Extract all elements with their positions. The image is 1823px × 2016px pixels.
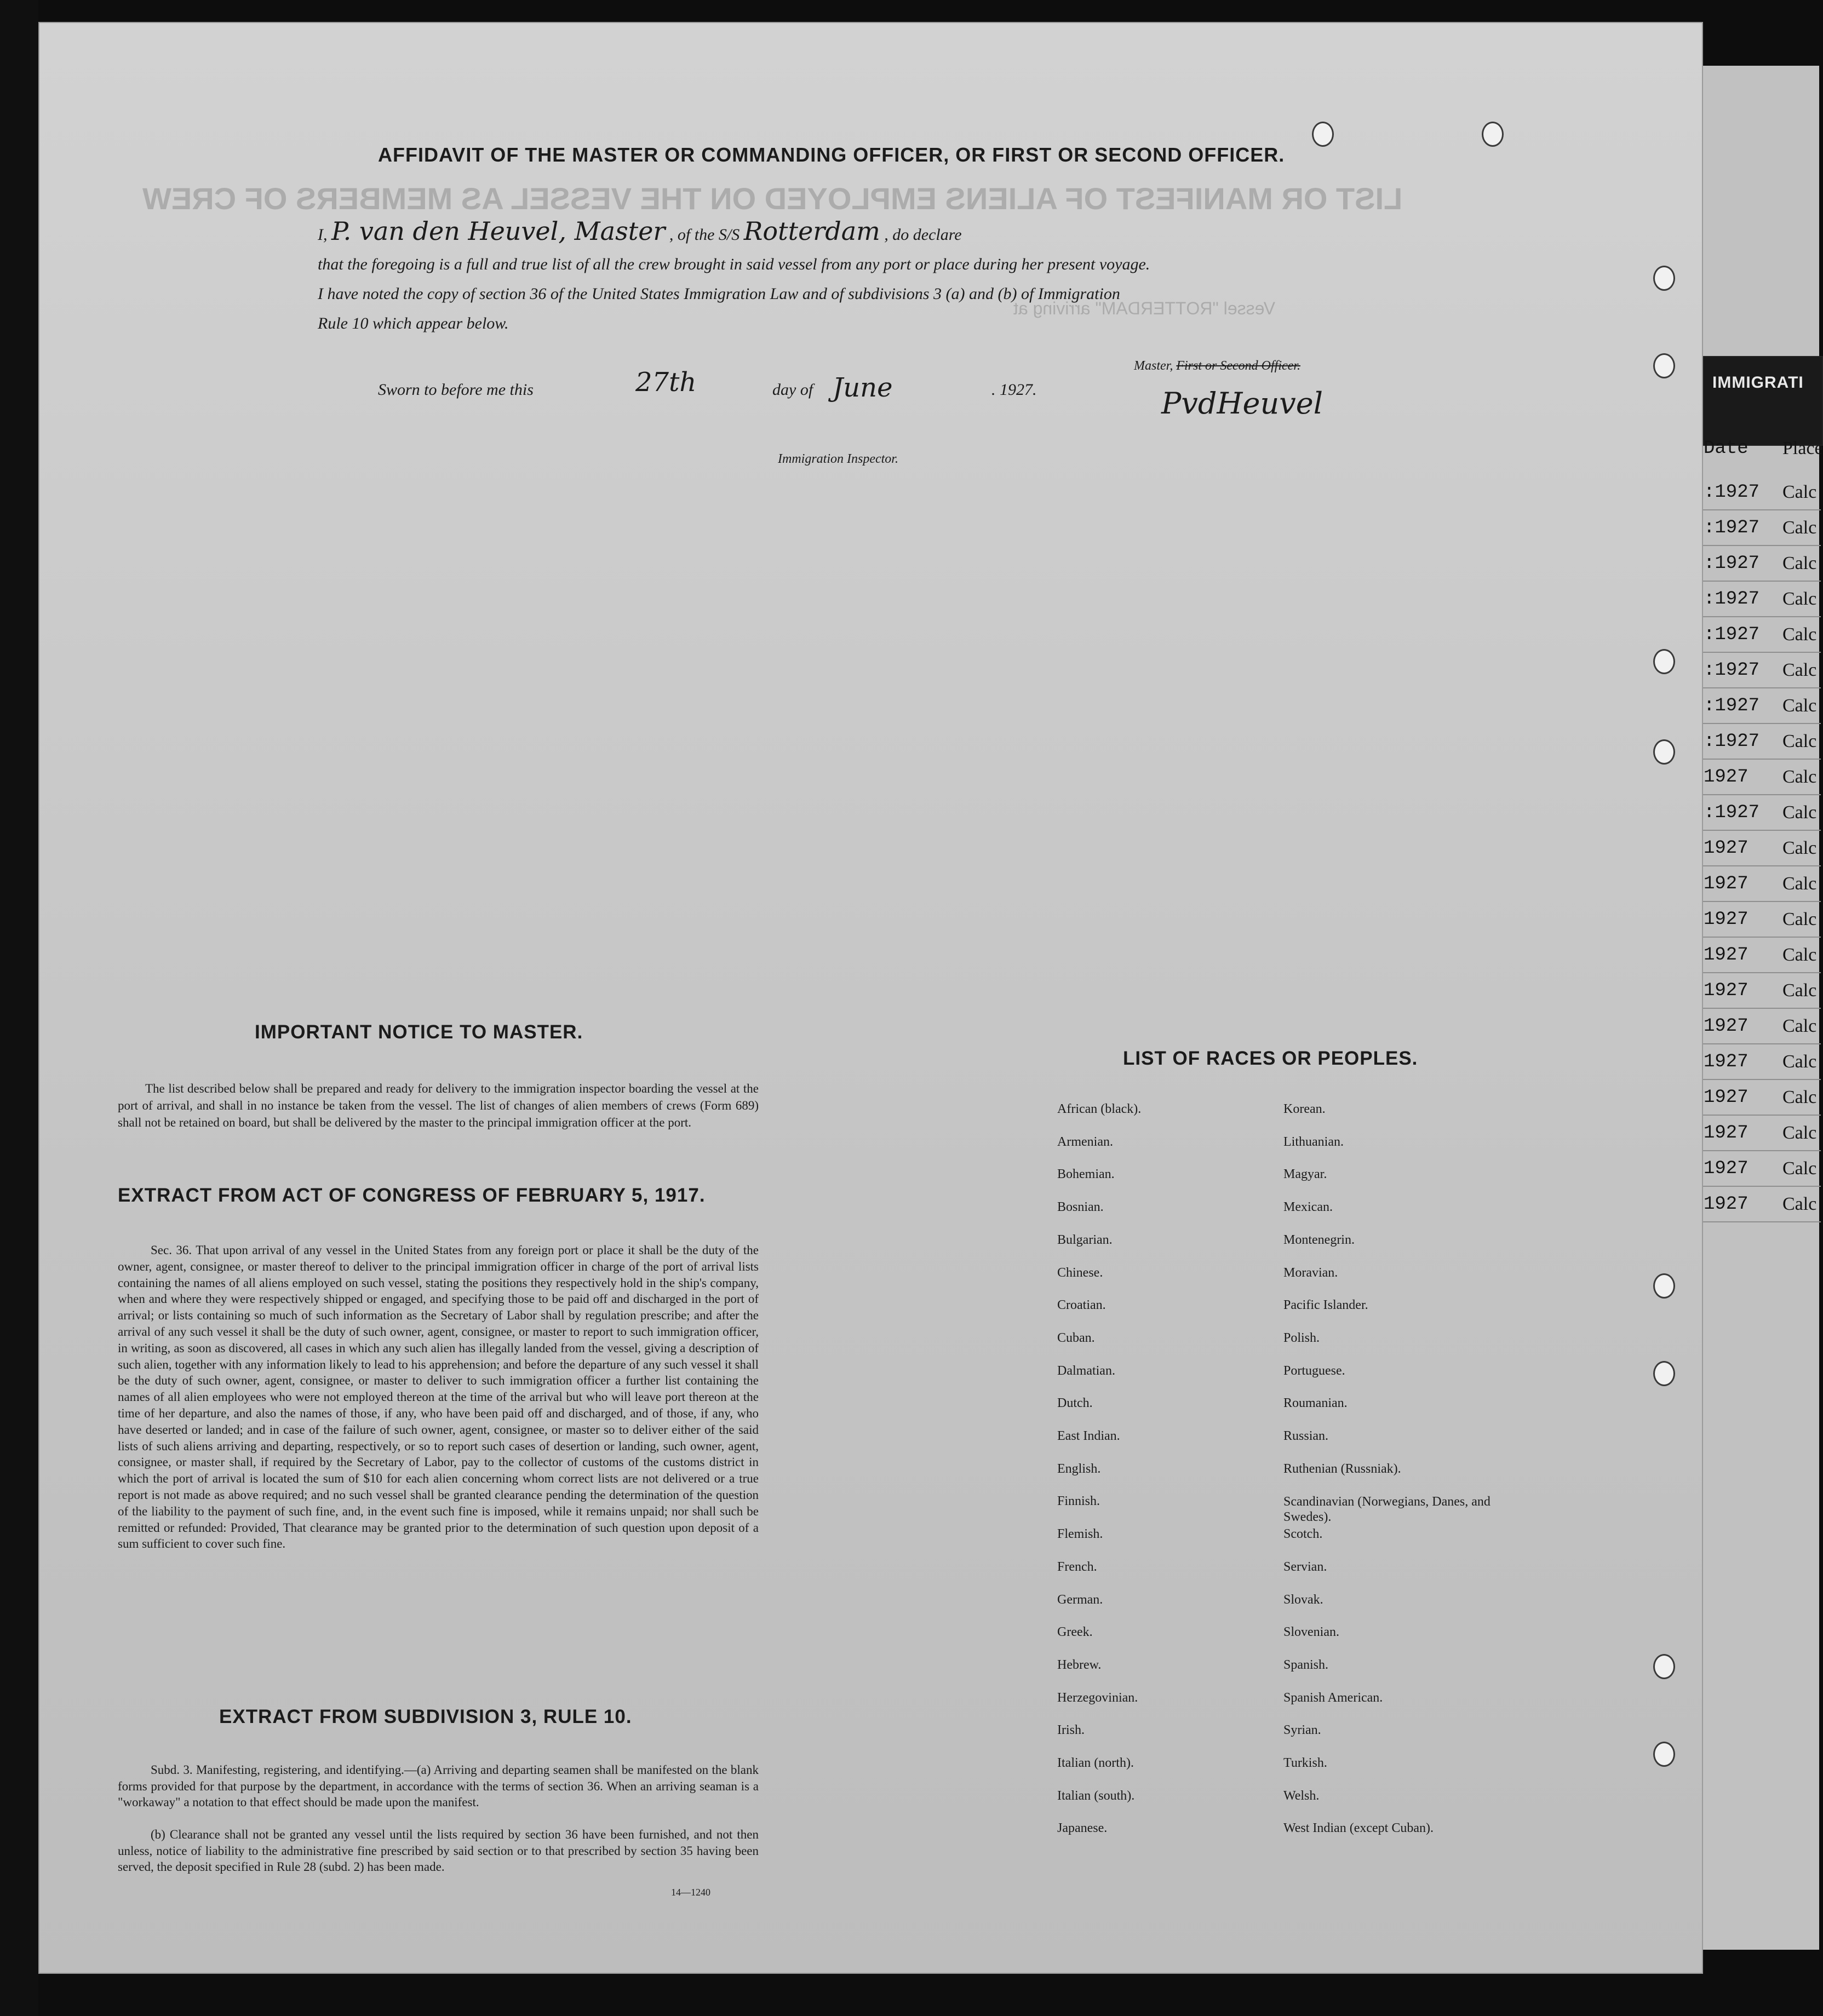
- underlying-date-cell: :1927: [1704, 482, 1760, 503]
- race-item: Pacific Islander.: [1283, 1298, 1368, 1313]
- underlying-place-cell: Calc: [1782, 909, 1817, 929]
- sworn-day: 27th: [635, 367, 697, 398]
- underlying-date-cell: 1927: [1704, 1123, 1749, 1144]
- punch-hole: [1653, 739, 1675, 765]
- race-item: Bosnian.: [1057, 1200, 1104, 1215]
- race-item: Roumanian.: [1283, 1396, 1348, 1411]
- underlying-date-cell: 1927: [1704, 980, 1749, 1001]
- race-item: Italian (north).: [1057, 1756, 1134, 1770]
- race-item: Montenegrin.: [1283, 1232, 1355, 1247]
- notice-title: IMPORTANT NOTICE TO MASTER.: [255, 1021, 583, 1043]
- subdivision-a-text: Subd. 3. Manifesting, registering, and identifying.—(a) Arriving and departing seamen shall be manifested on the blank forms provided for that purpose by the department, in accordance with the terms of section 36. When an arriving seaman is a "workaway" a notation to that effect should be made upon the manifest.: [118, 1763, 759, 1809]
- bleed-through-title: LIST OR MANIFEST OF ALIENS EMPLOYED ON THE VESSEL AS MEMBERS OF CREW: [142, 181, 1403, 216]
- underlying-place-cell: Calc: [1782, 1016, 1817, 1036]
- bleed-through-vessel: Vessel "ROTTERDAM" arriving at: [1013, 298, 1275, 318]
- race-item: East Indian.: [1057, 1429, 1120, 1443]
- underlying-row-rule: [1700, 652, 1821, 653]
- affidavit-title: AFFIDAVIT OF THE MASTER OR COMMANDING OFFICER, OR FIRST OR SECOND OFFICER.: [378, 143, 1285, 166]
- race-item: Scandinavian (Norwegians, Danes, and Swedes).: [1283, 1495, 1490, 1525]
- underlying-date-cell: 1927: [1704, 945, 1749, 966]
- underlying-date-cell: 1927: [1704, 1158, 1749, 1179]
- underlying-row-rule: [1700, 972, 1821, 973]
- day-of-label: day of: [772, 381, 813, 399]
- underlying-row-rule: [1700, 1186, 1821, 1187]
- underlying-date-cell: 1927: [1704, 767, 1749, 788]
- underlying-place-cell: Calc: [1782, 696, 1817, 716]
- underlying-row-rule: [1700, 1079, 1821, 1080]
- declarant-name: P. van den Heuvel, Master: [331, 216, 666, 246]
- race-item: Spanish.: [1283, 1657, 1329, 1672]
- race-item: Lithuanian.: [1283, 1134, 1344, 1149]
- race-item: Japanese.: [1057, 1821, 1108, 1836]
- race-item: Armenian.: [1057, 1134, 1113, 1149]
- affidavit-of-the: , of the: [669, 226, 715, 244]
- affidavit-line-4: Rule 10 which appear below.: [318, 314, 509, 332]
- underlying-place-cell: Calc: [1782, 838, 1817, 858]
- underlying-row-rule: [1700, 509, 1821, 510]
- race-item: Portuguese.: [1283, 1363, 1345, 1378]
- race-item: Servian.: [1283, 1559, 1327, 1574]
- underlying-row-rule: [1700, 1115, 1821, 1116]
- underlying-date-cell: 1927: [1704, 1087, 1749, 1108]
- race-item: Syrian.: [1283, 1723, 1321, 1738]
- underlying-row-rule: [1700, 1043, 1821, 1044]
- race-item: Polish.: [1283, 1330, 1320, 1345]
- race-item: Welsh.: [1283, 1788, 1320, 1803]
- vessel-prefix: S/S: [718, 226, 740, 244]
- underlying-header: [1700, 356, 1823, 446]
- race-item: Flemish.: [1057, 1527, 1103, 1542]
- race-item: Korean.: [1283, 1102, 1326, 1116]
- underlying-date-cell: :1927: [1704, 589, 1760, 610]
- affidavit-line-1: [318, 216, 1386, 250]
- underlying-row-rule: [1700, 794, 1821, 795]
- race-item: Slovenian.: [1283, 1625, 1339, 1640]
- underlying-date-cell: :1927: [1704, 660, 1760, 681]
- underlying-col-date: Date: [1704, 438, 1749, 459]
- underlying-date-cell: 1927: [1704, 909, 1749, 930]
- underlying-date-cell: 1927: [1704, 1194, 1749, 1215]
- underlying-row-rule: [1700, 1150, 1821, 1151]
- underlying-date-cell: :1927: [1704, 624, 1760, 645]
- race-item: Herzegovinian.: [1057, 1690, 1138, 1705]
- punch-hole: [1312, 122, 1334, 147]
- underlying-row-rule: [1700, 937, 1821, 938]
- underlying-row-rule: [1700, 1221, 1821, 1222]
- underlying-place-cell: Calc: [1782, 1194, 1817, 1214]
- race-item: Scotch.: [1283, 1527, 1323, 1542]
- underlying-date-cell: :1927: [1704, 802, 1760, 823]
- underlying-place-cell: Calc: [1782, 1052, 1817, 1072]
- underlying-place-cell: Calc: [1782, 731, 1817, 751]
- race-item: Irish.: [1057, 1723, 1085, 1738]
- underlying-place-cell: Calc: [1782, 980, 1817, 1001]
- affidavit-declare: , do declare: [884, 226, 962, 244]
- underlying-date-cell: :1927: [1704, 731, 1760, 752]
- underlying-header-text: IMMIGRATI: [1712, 374, 1804, 392]
- sworn-label: Sworn to before me this: [378, 381, 534, 399]
- race-item: Greek.: [1057, 1625, 1093, 1640]
- underlying-row-rule: [1700, 901, 1821, 902]
- notice-body: The list described below shall be prepared and ready for delivery to the immigration inspector boarding the vessel at the port of arrival, and shall in no instance be taken from the vessel. The list of changes of alien members of crews (Form 689) shall not be retained on board, but shall be delivered by the master to the principal immigration officer at the port.: [118, 1082, 759, 1129]
- race-item: Croatian.: [1057, 1298, 1106, 1313]
- underlying-row-rule: [1700, 830, 1821, 831]
- underlying-row-rule: [1700, 1008, 1821, 1009]
- underlying-row-rule: [1700, 581, 1821, 582]
- punch-hole: [1653, 1273, 1675, 1299]
- race-item: English.: [1057, 1461, 1101, 1476]
- affidavit-line-3: I have noted the copy of section 36 of the United States Immigration Law and of subdivisions 3 (a) and (b) of Immigration: [318, 285, 1120, 303]
- underlying-date-cell: :1927: [1704, 553, 1760, 574]
- underlying-place-cell: Calc: [1782, 1158, 1817, 1179]
- race-item: Bulgarian.: [1057, 1232, 1113, 1247]
- underlying-place-cell: Calc: [1782, 874, 1817, 894]
- underlying-date-cell: 1927: [1704, 1052, 1749, 1072]
- form-number: 14—1240: [671, 1887, 710, 1898]
- race-item: Finnish.: [1057, 1494, 1100, 1509]
- punch-hole: [1653, 1654, 1675, 1679]
- race-item: Italian (south).: [1057, 1788, 1135, 1803]
- punch-hole: [1653, 649, 1675, 674]
- race-item: Dalmatian.: [1057, 1363, 1115, 1378]
- sworn-month: June: [833, 372, 893, 403]
- master-label-text: Master,: [1134, 359, 1173, 373]
- underlying-place-cell: Calc: [1782, 589, 1817, 609]
- race-item: Hebrew.: [1057, 1657, 1102, 1672]
- underlying-date-cell: :1927: [1704, 518, 1760, 538]
- scan-border: [0, 0, 38, 2016]
- underlying-date-cell: :1927: [1704, 696, 1760, 716]
- race-item: Ruthenian (Russniak).: [1283, 1461, 1401, 1476]
- underlying-place-cell: Calc: [1782, 518, 1817, 538]
- master-signature: PvdHeuvel: [1161, 386, 1323, 421]
- underlying-place-cell: Calc: [1782, 1087, 1817, 1107]
- affidavit-declaration: [318, 216, 1386, 338]
- underlying-place-cell: Calc: [1782, 482, 1817, 502]
- underlying-row-rule: [1700, 723, 1821, 724]
- underlying-place-cell: Calc: [1782, 624, 1817, 645]
- race-item: African (black).: [1057, 1102, 1142, 1116]
- race-item: Mexican.: [1283, 1200, 1333, 1215]
- punch-hole: [1653, 353, 1675, 378]
- act-extract-title: EXTRACT FROM ACT OF CONGRESS OF FEBRUARY 5, 1917.: [118, 1185, 706, 1206]
- race-item: Magyar.: [1283, 1167, 1327, 1182]
- underlying-place-cell: Calc: [1782, 767, 1817, 787]
- race-item: Russian.: [1283, 1429, 1329, 1443]
- race-item: Cuban.: [1057, 1330, 1095, 1345]
- struck-officer-label: First or Second Officer.: [1176, 359, 1300, 373]
- underlying-row-rule: [1700, 865, 1821, 866]
- race-item: German.: [1057, 1592, 1103, 1607]
- underlying-row-rule: [1700, 687, 1821, 688]
- vessel-name: Rotterdam: [743, 216, 880, 246]
- race-item: Dutch.: [1057, 1396, 1093, 1411]
- rule-extract-title: EXTRACT FROM SUBDIVISION 3, RULE 10.: [219, 1706, 632, 1727]
- punch-hole: [1653, 266, 1675, 291]
- races-title: LIST OF RACES OR PEOPLES.: [1123, 1048, 1418, 1069]
- underlying-place-cell: Calc: [1782, 660, 1817, 680]
- master-label: [1134, 359, 1300, 374]
- underlying-date-cell: 1927: [1704, 838, 1749, 859]
- underlying-row-rule: [1700, 759, 1821, 760]
- underlying-row-rule: [1700, 545, 1821, 546]
- affidavit-i: I,: [318, 226, 328, 244]
- race-item: Bohemian.: [1057, 1167, 1115, 1182]
- sworn-year: . 1927.: [991, 381, 1037, 399]
- underlying-place-cell: Calc: [1782, 553, 1817, 573]
- underlying-place-cell: Calc: [1782, 802, 1817, 823]
- race-item: West Indian (except Cuban).: [1283, 1821, 1434, 1836]
- underlying-place-cell: Calc: [1782, 1123, 1817, 1143]
- underlying-place-cell: Calc: [1782, 945, 1817, 965]
- inspector-label: Immigration Inspector.: [778, 452, 898, 466]
- underlying-col-place: Place: [1782, 438, 1823, 458]
- underlying-date-cell: 1927: [1704, 1016, 1749, 1037]
- race-item: Moravian.: [1283, 1265, 1338, 1280]
- underlying-row-rule: [1700, 616, 1821, 617]
- punch-hole: [1653, 1361, 1675, 1386]
- punch-hole: [1482, 122, 1504, 147]
- race-item: French.: [1057, 1559, 1097, 1574]
- punch-hole: [1653, 1742, 1675, 1767]
- race-item: Chinese.: [1057, 1265, 1103, 1280]
- race-item: Slovak.: [1283, 1592, 1323, 1607]
- race-item: Turkish.: [1283, 1756, 1327, 1770]
- underlying-date-cell: 1927: [1704, 874, 1749, 894]
- section-36-text: Sec. 36. That upon arrival of any vessel in the United States from any foreign port or place it shall be the duty of the owner, agent, consignee, or master thereof to deliver to the principal immigration officer in charge of the port of arrival lists containing the names of all aliens employed on such vessel, stating the positions they respectively hold in the ship's company, when and where they were respectively shipped or engaged, and specifying those to be paid off and discharged in the port of arrival; or lists containing so much of such information as the Secretary of Labor shall by regulation prescribe; and after the arrival of any such vessel it shall be the duty of such owner, agent, consignee, or master to report to such immigration officer, in writing, as soon as discovered, all cases in which any such alien has illegally landed from the vessel, giving a description of such alien, together with any information likely to lead to his apprehension; and before the departure of any such vessel it shall be the duty of such owner, agent, consignee, or master to deliver to such immigration officer a further list containing the names of all alien employees who were not employed thereon at the time of the arrival but who will leave port thereon at the time of her departure, and also the names of those, if any, who have been paid off and discharged, and of those, if any, who have deserted or landed; and in case of the failure of such owner, agent, consignee, or master so to deliver either of the said lists of such aliens arriving and departing, respectively, or so to report such cases of desertion or landing, such owner, agent, consignee, or master shall, if required by the Secretary of Labor, pay to the collector of customs of the customs district in which the port of arrival is located the sum of $10 for each alien concerning whom correct lists are not delivered or a true report is not made as above required; and no such vessel shall be granted clearance pending the determination of the question of the liability to the payment of such fine, and, in the event such fine is imposed, while it remains unpaid; nor shall such be remitted or refunded: Provided, That clearance may be granted prior to the determination of such question upon deposit of a sum sufficient to cover such fine.: [118, 1243, 759, 1551]
- subdivision-b-text: (b) Clearance shall not be granted any vessel until the lists required by section 36 have been furnished, and not then unless, notice of liability to the administrative fine prescribed by said section or to that prescribed by section 35 having been served, the deposit specified in Rule 28 (subd. 2) has been made.: [118, 1828, 759, 1874]
- race-item: Spanish American.: [1283, 1690, 1383, 1705]
- affidavit-line-2: that the foregoing is a full and true list of all the crew brought in said vessel from any port or place during her present voyage.: [318, 255, 1150, 273]
